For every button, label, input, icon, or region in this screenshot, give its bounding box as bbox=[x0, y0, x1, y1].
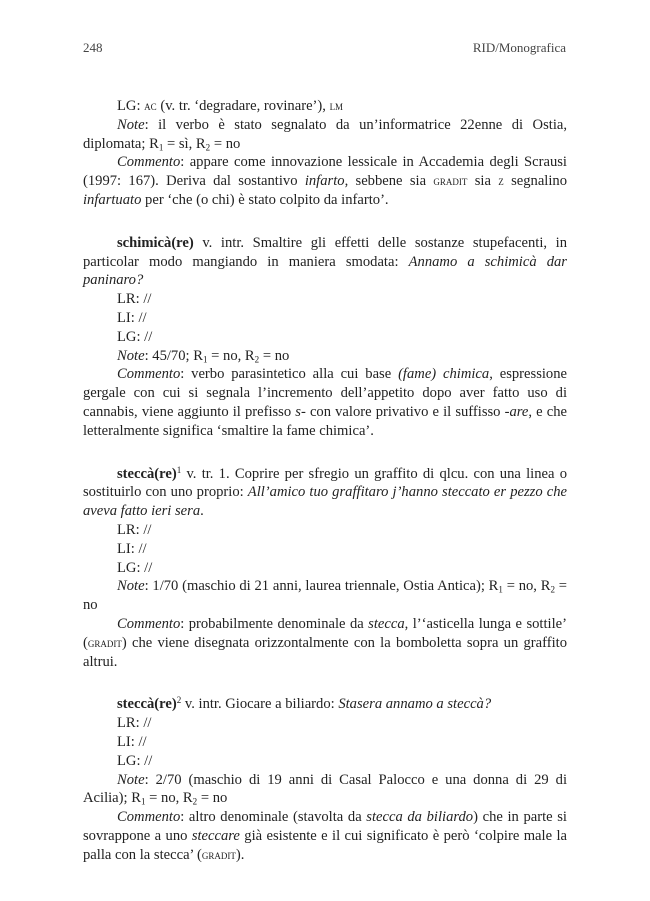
entry-definition: steccà(re)$^1$ v. tr. 1. Coprire per sfregio un graffito di qlcu. con una linea o sostituirlo con uno proprio: All’amico tuo graffitaro j’hanno steccato er pezzo che aveva fatto ieri sera. bbox=[83, 464, 567, 520]
lg-line: LG: // bbox=[117, 559, 153, 576]
lg-line: LG: ac (v. tr. ‘degradare, rovinare’), lm bbox=[117, 98, 344, 114]
lr-line: LR: // bbox=[117, 715, 152, 732]
example: Annamo a schimicà dar paninaro? bbox=[83, 253, 567, 289]
lr-line: LR: // bbox=[117, 521, 152, 538]
commento-paragraph: Commento: altro denominale (stavolta da stecca da biliardo) che in parte si sovrappone a uno steccare già esistente e il cui significato è però ‘colpire male la palla con la stecca’ (gradit). bbox=[83, 809, 567, 863]
commento-paragraph: Commento: verbo parasintetico alla cui base (fame) chimica, espressione gergale con cui si segnala l’incremento dell’appetito dopo aver fatto uso di cannabis, viene aggiunto il prefisso s- con valore privativo e il suffisso -are, e che letteralmente significa ‘smaltire la fame chimica’. bbox=[83, 366, 567, 439]
body-text bbox=[83, 97, 567, 864]
li-line: LI: // bbox=[117, 309, 147, 326]
commento-paragraph: Commento: appare come innovazione lessicale in Accademia degli Scrausi (1997: 167). Deriva dal sostantivo infarto, sebbene sia gradit sia z segnalino infartuato per ‘che (o chi) è stato colpito da infarto’. bbox=[83, 154, 567, 208]
li-line: LI: // bbox=[117, 540, 147, 557]
li-line: LI: // bbox=[117, 733, 147, 750]
entry-gap bbox=[83, 210, 567, 234]
lr-line: LR: // bbox=[117, 291, 152, 308]
lg-line: LG: // bbox=[117, 328, 153, 345]
note-paragraph: Note: il verbo è stato segnalato da un’informatrice 22enne di Ostia, diplomata; $R_1$ = sì, $R_2$ = no bbox=[83, 116, 567, 152]
lg-line: LG: // bbox=[117, 752, 153, 769]
running-title: RID/Monografica bbox=[472, 40, 566, 55]
entry-definition: steccà(re)$^2$ v. intr. Giocare a biliardo: Stasera annamo a steccà? bbox=[117, 695, 492, 713]
note-paragraph: Note: 1/70 (maschio di 21 anni, laurea triennale, Ostia Antica); $R_1$ = no, $R_2$ = no bbox=[83, 578, 568, 614]
example: Stasera annamo a steccà? bbox=[338, 696, 492, 713]
entry-gap bbox=[83, 441, 567, 465]
headword: steccà(re) bbox=[117, 465, 177, 482]
headword: steccà(re) bbox=[117, 696, 177, 713]
commento-paragraph: Commento: probabilmente denominale da stecca, l’‘asticella lunga e sottile’ (gradit) che viene disegnata orizzontalmente con la bomboletta sopra un graffito altrui. bbox=[83, 615, 567, 670]
note-paragraph: Note: 45/70; $R_1$ = no, $R_2$ = no bbox=[117, 347, 290, 364]
note-paragraph: Note: 2/70 (maschio di 19 anni di Casal Palocco e una donna di 29 di Acilia); $R_1$ = no, $R_2$ = no bbox=[83, 771, 567, 807]
entry-gap bbox=[83, 671, 567, 695]
page-number: 248 bbox=[83, 40, 103, 55]
entry-definition: schimicà(re) v. intr. Smaltire gli effetti delle sostanze stupefacenti, in particolar modo mangiando in maniera smodata: Annamo a schimicà dar paninaro? bbox=[83, 234, 567, 289]
example: All’amico tuo graffitaro j’hanno steccato er pezzo che aveva fatto ieri sera bbox=[83, 484, 567, 520]
headword: schimicà(re) bbox=[117, 234, 194, 251]
